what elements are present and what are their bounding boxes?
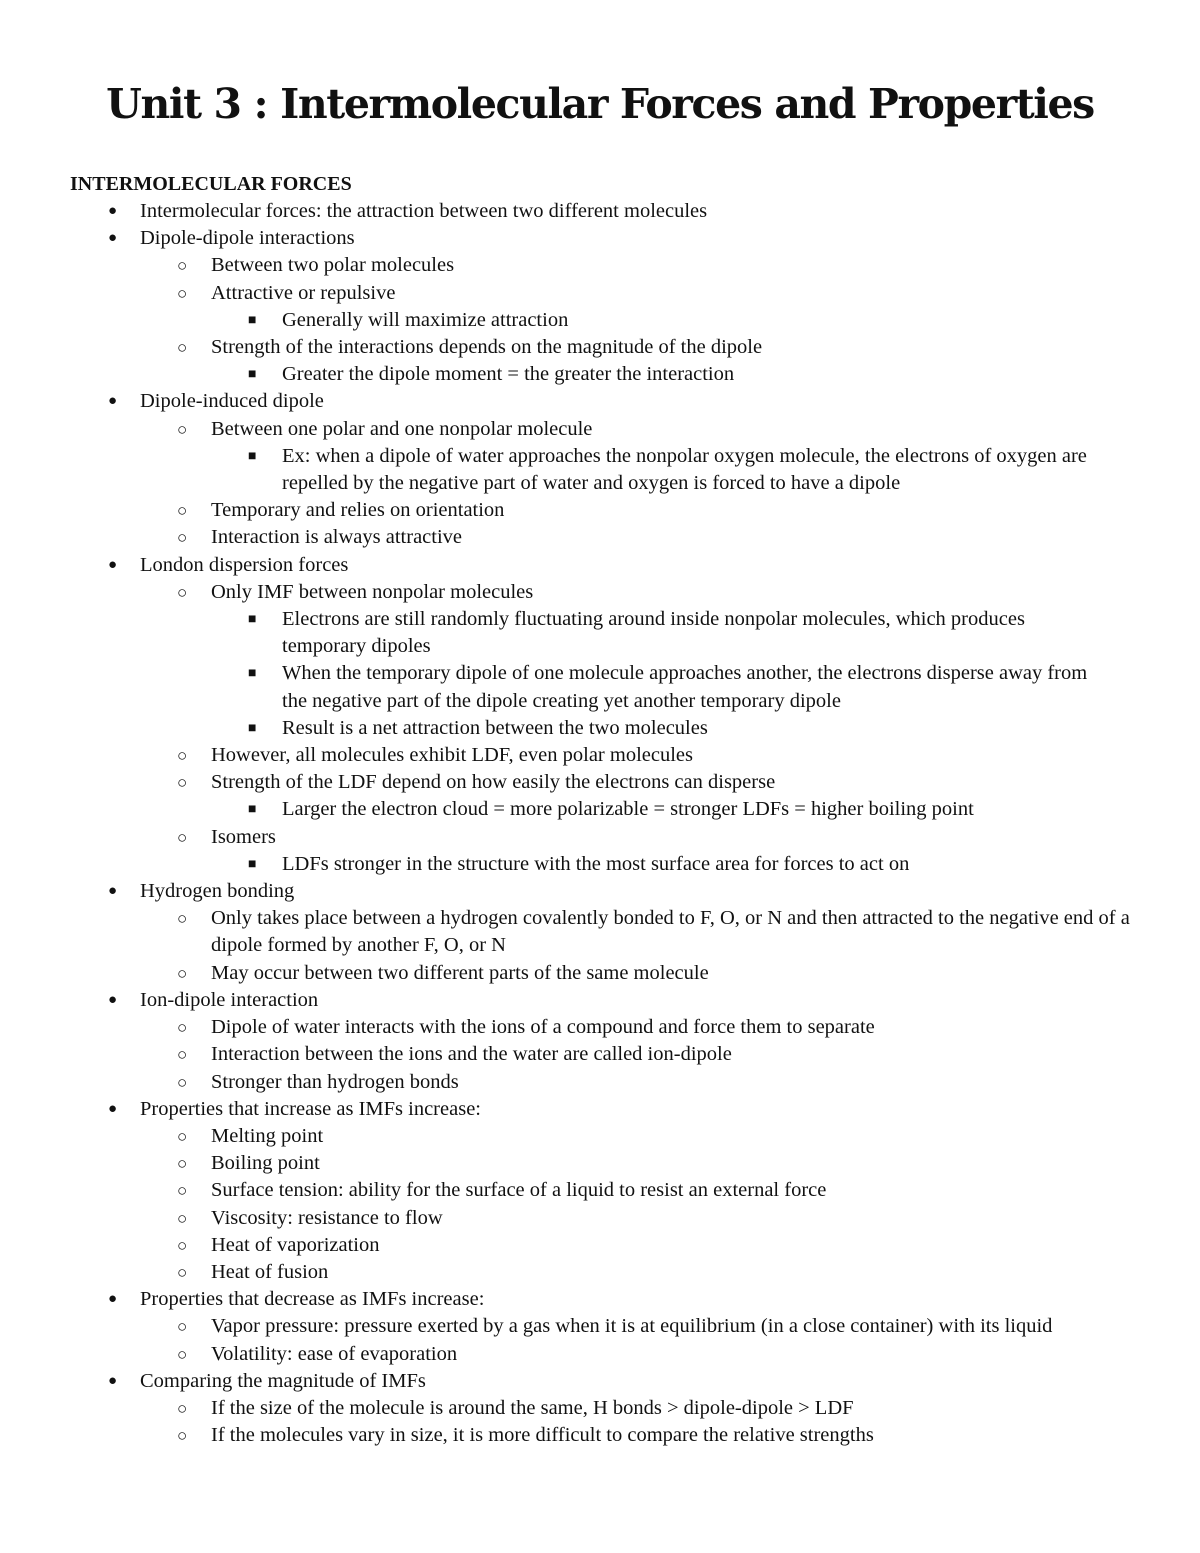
list-item-level-2 [0, 1395, 1200, 1422]
list-item-level-2 [0, 252, 1200, 279]
hollow-circle-bullet-icon: ○ [177, 909, 188, 929]
bullet-list [0, 198, 1200, 1449]
filled-square-bullet-icon: ■ [248, 612, 257, 628]
hollow-circle-bullet-icon: ○ [177, 827, 188, 847]
list-item-level-3 [0, 307, 1200, 334]
list-item-level-2 [0, 960, 1200, 987]
list-item-text: Heat of vaporization [211, 1233, 380, 1256]
list-item-level-2 [0, 1123, 1200, 1150]
list-item-level-2 [0, 1150, 1200, 1177]
list-item-text: Properties that increase as IMFs increase: [140, 1097, 481, 1120]
sub-list [0, 416, 1200, 552]
hollow-circle-bullet-icon: ○ [177, 1317, 188, 1337]
list-item-level-3 [0, 660, 1200, 714]
list-item-text: Generally will maximize attraction [282, 308, 569, 331]
list-item-level-1 [0, 388, 1200, 551]
list-item-level-2 [0, 1177, 1200, 1204]
hollow-circle-bullet-icon: ○ [177, 1045, 188, 1065]
list-item-level-1 [0, 225, 1200, 388]
hollow-circle-bullet-icon: ○ [177, 419, 188, 439]
list-item-text: London dispersion forces [140, 553, 349, 576]
list-item-level-2 [0, 416, 1200, 498]
hollow-circle-bullet-icon: ○ [177, 1398, 188, 1418]
hollow-circle-bullet-icon: ○ [177, 1018, 188, 1038]
list-item-text: Only IMF between nonpolar molecules [211, 580, 534, 603]
list-item-text: Only takes place between a hydrogen covalently bonded to F, O, or N and then attracted to the negative end of a dipole formed by another F, O, or N [211, 907, 1130, 957]
filled-circle-bullet-icon: ● [108, 1100, 118, 1117]
sub-list [0, 1123, 1200, 1286]
list-item-level-1 [0, 1096, 1200, 1286]
list-item-text: Interaction is always attractive [211, 526, 463, 549]
sub-list [0, 905, 1200, 987]
list-item-level-3 [0, 715, 1200, 742]
list-item-text: Dipole-dipole interactions [140, 227, 355, 250]
hollow-circle-bullet-icon: ○ [177, 963, 188, 983]
list-item-level-2 [0, 769, 1200, 823]
list-item-text: Hydrogen bonding [140, 880, 295, 903]
list-item-text: Surface tension: ability for the surface of a liquid to resist an external force [211, 1179, 827, 1202]
list-item-text: However, all molecules exhibit LDF, even polar molecules [211, 744, 693, 767]
list-item-text: Strength of the LDF depend on how easily the electrons can disperse [211, 771, 776, 794]
list-item-level-3 [0, 796, 1200, 823]
list-item-level-2 [0, 742, 1200, 769]
list-item-text: Vapor pressure: pressure exerted by a gas when it is at equilibrium (in a close container) with its liquid [211, 1315, 1053, 1338]
list-item-text: Viscosity: resistance to flow [211, 1206, 443, 1229]
hollow-circle-bullet-icon: ○ [177, 1262, 188, 1282]
list-item-text: Interaction between the ions and the water are called ion-dipole [211, 1043, 732, 1066]
hollow-circle-bullet-icon: ○ [177, 1181, 188, 1201]
filled-square-bullet-icon: ■ [248, 312, 257, 328]
filled-circle-bullet-icon: ● [108, 991, 118, 1008]
list-item-text: Comparing the magnitude of IMFs [140, 1369, 426, 1392]
hollow-circle-bullet-icon: ○ [177, 1072, 188, 1092]
hollow-circle-bullet-icon: ○ [177, 1126, 188, 1146]
list-item-text: Boiling point [211, 1152, 320, 1175]
sub-list [0, 1014, 1200, 1096]
list-item-level-2 [0, 1069, 1200, 1096]
filled-circle-bullet-icon: ● [108, 393, 118, 410]
filled-square-bullet-icon: ■ [248, 856, 257, 872]
list-item-text: Isomers [211, 825, 276, 848]
sub-list [0, 579, 1200, 878]
hollow-circle-bullet-icon: ○ [177, 582, 188, 602]
hollow-circle-bullet-icon: ○ [177, 1344, 188, 1364]
list-item-level-2 [0, 905, 1200, 959]
list-item-level-3 [0, 361, 1200, 388]
list-item-level-2 [0, 1041, 1200, 1068]
hollow-circle-bullet-icon: ○ [177, 256, 188, 276]
filled-square-bullet-icon: ■ [248, 448, 257, 464]
list-item-text: Dipole-induced dipole [140, 390, 324, 413]
sub-list [0, 1395, 1200, 1449]
filled-circle-bullet-icon: ● [108, 203, 118, 219]
list-item-text: May occur between two different parts of the same molecule [211, 961, 709, 984]
hollow-circle-bullet-icon: ○ [177, 1208, 188, 1228]
list-item-level-1 [0, 198, 1200, 225]
list-item-text: Attractive or repulsive [211, 281, 396, 304]
filled-circle-bullet-icon: ● [108, 230, 118, 247]
list-item-text: Strength of the interactions depends on the magnitude of the dipole [211, 336, 763, 359]
hollow-circle-bullet-icon: ○ [177, 283, 188, 303]
list-item-level-2 [0, 1014, 1200, 1041]
hollow-circle-bullet-icon: ○ [177, 1426, 188, 1446]
list-item-level-2 [0, 579, 1200, 742]
section-heading: INTERMOLECULAR FORCES [70, 173, 352, 195]
sub-list [0, 361, 1200, 388]
filled-circle-bullet-icon: ● [108, 556, 118, 573]
list-item-level-2 [0, 1232, 1200, 1259]
filled-square-bullet-icon: ■ [248, 367, 257, 383]
hollow-circle-bullet-icon: ○ [177, 746, 188, 766]
sub-list [0, 606, 1200, 742]
list-item-level-1 [0, 987, 1200, 1096]
list-item-level-2 [0, 1259, 1200, 1286]
list-item-text: Result is a net attraction between the two molecules [282, 716, 708, 739]
sub-list [0, 1313, 1200, 1367]
sub-list [0, 252, 1200, 388]
filled-square-bullet-icon: ■ [248, 802, 257, 818]
list-item-text: Dipole of water interacts with the ions of a compound and force them to separate [211, 1016, 875, 1039]
hollow-circle-bullet-icon: ○ [177, 338, 188, 358]
hollow-circle-bullet-icon: ○ [177, 1235, 188, 1255]
sub-list [0, 307, 1200, 334]
list-item-text: Properties that decrease as IMFs increase: [140, 1288, 485, 1311]
list-item-level-1 [0, 1368, 1200, 1450]
list-item-text: Volatility: ease of evaporation [211, 1342, 458, 1365]
list-item-text: Ex: when a dipole of water approaches the nonpolar oxygen molecule, the electrons of oxygen are repelled by the negative part of water and oxygen is forced to have a dipole [282, 444, 1087, 495]
list-item-level-2 [0, 1313, 1200, 1340]
list-item-text: Greater the dipole moment = the greater the interaction [282, 363, 735, 386]
list-item-text: Stronger than hydrogen bonds [211, 1070, 459, 1093]
sub-list [0, 443, 1200, 497]
filled-circle-bullet-icon: ● [108, 1372, 118, 1389]
list-item-level-1 [0, 552, 1200, 878]
list-item-text: When the temporary dipole of one molecule approaches another, the electrons disperse away from the negative part of the dipole creating yet another temporary dipole [282, 662, 1088, 712]
list-item-text: Heat of fusion [211, 1260, 329, 1283]
list-item-level-2 [0, 524, 1200, 551]
list-item-level-2 [0, 824, 1200, 878]
list-item-text: Melting point [211, 1124, 324, 1147]
list-item-text: Ion-dipole interaction [140, 988, 319, 1011]
list-item-level-2 [0, 334, 1200, 388]
list-item-text: If the size of the molecule is around the same, H bonds > dipole-dipole > LDF [211, 1396, 854, 1419]
list-item-text: If the molecules vary in size, it is more difficult to compare the relative strengths [211, 1424, 874, 1447]
page-title: Unit 3 : Intermolecular Forces and Properties [106, 80, 1094, 128]
list-item-text: Between two polar molecules [211, 254, 455, 277]
list-item-level-3 [0, 851, 1200, 878]
list-item-level-2 [0, 1205, 1200, 1232]
hollow-circle-bullet-icon: ○ [177, 1154, 188, 1174]
filled-circle-bullet-icon: ● [108, 1291, 118, 1308]
list-item-text: Intermolecular forces: the attraction between two different molecules [140, 200, 708, 222]
list-item-text: Electrons are still randomly fluctuating around inside nonpolar molecules, which produces temporary dipoles [282, 608, 1025, 658]
list-item-text: LDFs stronger in the structure with the most surface area for forces to act on [282, 852, 910, 875]
list-item-level-3 [0, 606, 1200, 660]
list-item-text: Between one polar and one nonpolar molecule [211, 417, 593, 440]
sub-list [0, 796, 1200, 823]
list-item-level-2 [0, 1341, 1200, 1368]
list-item-level-1 [0, 878, 1200, 987]
filled-square-bullet-icon: ■ [248, 720, 257, 736]
list-item-text: Temporary and relies on orientation [211, 499, 505, 522]
list-item-level-2 [0, 1422, 1200, 1449]
filled-square-bullet-icon: ■ [248, 666, 257, 682]
hollow-circle-bullet-icon: ○ [177, 501, 188, 521]
list-item-level-2 [0, 280, 1200, 334]
sub-list [0, 851, 1200, 878]
hollow-circle-bullet-icon: ○ [177, 528, 188, 548]
filled-circle-bullet-icon: ● [108, 883, 118, 900]
hollow-circle-bullet-icon: ○ [177, 773, 188, 793]
list-item-text: Larger the electron cloud = more polarizable = stronger LDFs = higher boiling point [282, 798, 974, 821]
list-item-level-2 [0, 497, 1200, 524]
list-item-level-1 [0, 1286, 1200, 1368]
list-item-level-3 [0, 443, 1200, 497]
